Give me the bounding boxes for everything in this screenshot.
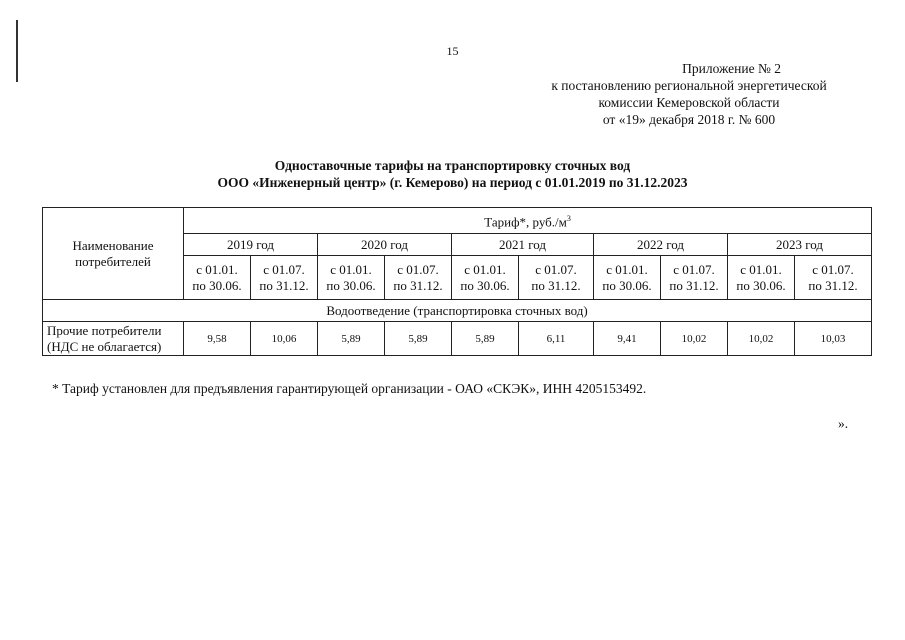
period-start: с 01.01. (464, 261, 506, 277)
period-start: с 01.07. (263, 261, 305, 277)
period-first-half (594, 256, 661, 300)
period-start: с 01.01. (196, 261, 238, 277)
tariff-value: 6,11 (519, 322, 594, 356)
table-row (43, 322, 872, 356)
tariff-table (42, 207, 872, 356)
tariff-value: 10,02 (661, 322, 728, 356)
footnote: * Тариф установлен для предъявления гарантирующей организации - ОАО «СКЭК», ИНН 4205153492. (52, 381, 647, 396)
period-first-half (728, 256, 795, 300)
year-header: 2021 год (452, 234, 594, 256)
tariff-value: 9,58 (184, 322, 251, 356)
period-start: с 01.07. (812, 261, 854, 277)
period-start: с 01.07. (673, 261, 715, 277)
tariff-header (184, 208, 872, 234)
period-second-half (661, 256, 728, 300)
period-end: по 31.12. (669, 277, 719, 293)
appendix-number: Приложение № 2 (682, 61, 781, 76)
period-second-half (795, 256, 872, 300)
period-start: с 01.01. (740, 261, 782, 277)
appendix-commission: комиссии Кемеровской области (598, 95, 780, 110)
consumer-label-line-1: Прочие потребители (47, 322, 162, 338)
tariff-value: 5,89 (385, 322, 452, 356)
title-line-2: ООО «Инженерный центр» (г. Кемерово) на период с 01.01.2019 по 31.12.2023 (217, 175, 688, 190)
period-first-half (452, 256, 519, 300)
period-start: с 01.07. (535, 261, 577, 277)
closing-quote: ». (838, 416, 849, 431)
period-end: по 31.12. (808, 277, 858, 293)
period-end: по 30.06. (192, 277, 242, 293)
tariff-value: 5,89 (318, 322, 385, 356)
period-end: по 30.06. (602, 277, 652, 293)
appendix-date: от «19» декабря 2018 г. № 600 (602, 112, 776, 127)
tariff-value: 5,89 (452, 322, 519, 356)
consumer-label (43, 322, 184, 356)
year-header: 2020 год (318, 234, 452, 256)
tariff-value: 10,03 (795, 322, 872, 356)
tariff-value: 9,41 (594, 322, 661, 356)
year-header: 2019 год (184, 234, 318, 256)
section-header: Водоотведение (транспортировка сточных вод) (43, 300, 872, 322)
period-first-half (318, 256, 385, 300)
period-start: с 01.01. (606, 261, 648, 277)
tariff-header-row (43, 208, 872, 234)
period-second-half (385, 256, 452, 300)
consumer-name-header-line-2: потребителей (75, 253, 151, 269)
period-second-half (519, 256, 594, 300)
title-line-1: Одноставочные тарифы на транспортировку сточных вод (274, 158, 631, 173)
period-end: по 31.12. (259, 277, 309, 293)
period-first-half (184, 256, 251, 300)
page-number: 15 (446, 44, 459, 58)
tariff-value: 10,02 (728, 322, 795, 356)
tariff-header-text: Тариф*, руб./м (484, 214, 567, 230)
year-header: 2022 год (594, 234, 728, 256)
period-start: с 01.07. (397, 261, 439, 277)
period-start: с 01.01. (330, 261, 372, 277)
period-end: по 30.06. (736, 277, 786, 293)
document-title (0, 157, 905, 191)
consumer-name-header (43, 208, 184, 300)
period-end: по 31.12. (531, 277, 581, 293)
period-second-half (251, 256, 318, 300)
period-end: по 30.06. (326, 277, 376, 293)
tariff-unit-sup: 3 (566, 213, 571, 223)
appendix-resolution: к постановлению региональной энергетической (551, 78, 827, 93)
period-end: по 31.12. (393, 277, 443, 293)
year-header: 2023 год (728, 234, 872, 256)
section-row (43, 300, 872, 322)
tariff-value: 10,06 (251, 322, 318, 356)
appendix-header (519, 60, 859, 128)
consumer-name-header-line-1: Наименование (72, 237, 154, 253)
period-end: по 30.06. (460, 277, 510, 293)
consumer-label-line-2: (НДС не облагается) (47, 338, 162, 354)
